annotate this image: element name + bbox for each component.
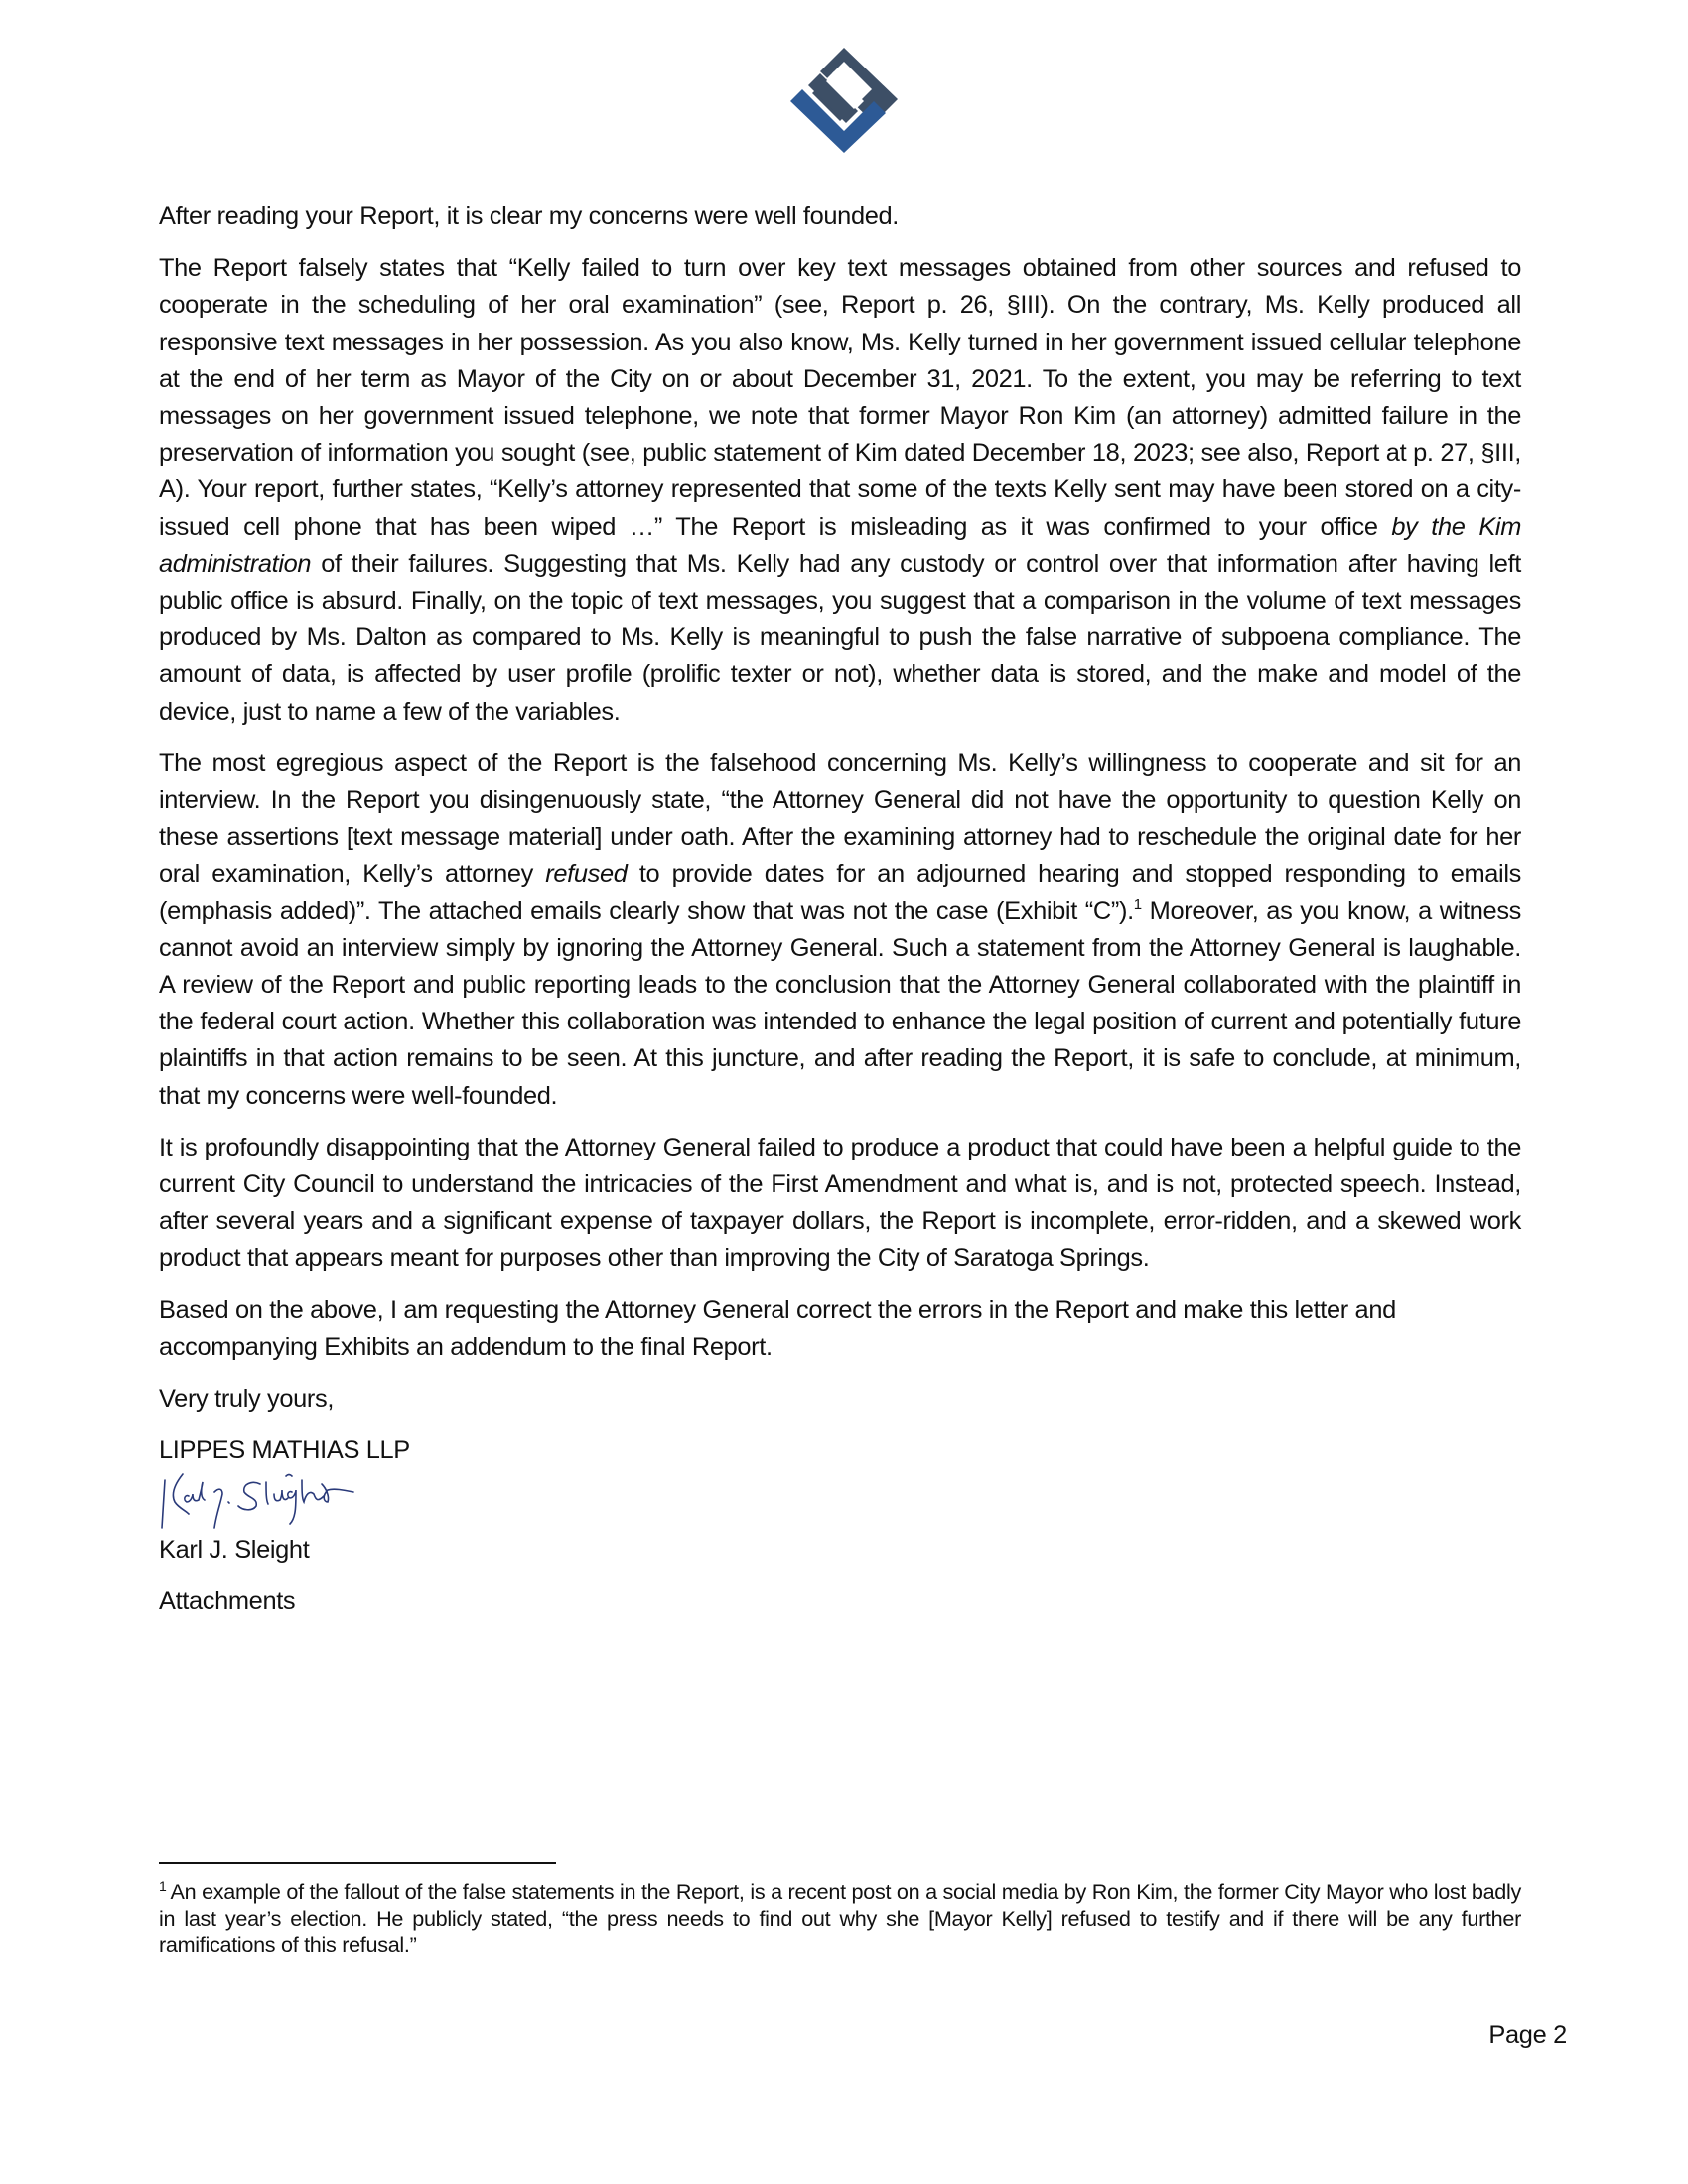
paragraph-text: to provide dates for an adjourned hearing and stopped responding to emails (emphasis added)”. The attached emails clearly show that was not the case (Exhibit “C”). (159, 860, 1521, 925)
footnote-text: An example of the fallout of the false statements in the Report, is a recent post on a social media by Ron Kim, the former City Mayor who lost badly in last year’s election. He publicly stated, “the press needs to find out why she [Mayor Kelly] refused to testify and if there will be any further ramifications of this refusal.” (159, 1879, 1521, 1958)
signer-name: Karl J. Sleight (159, 1535, 310, 1564)
footnote-reference[interactable]: 1 (1133, 895, 1142, 913)
paragraph-disappointing: It is profoundly disappointing that the Attorney General failed to produce a product that could have been a helpful guide to the current City Council to understand the intricacies of the First Amendment and what is, and is not, protected speech. Instead, after several years and a significant expense of taxpayer dollars, the Report is incomplete, error-ridden, and a skewed work product that appears meant for purposes other than improving the City of Saratoga Springs. (159, 1133, 1521, 1273)
page-number: Page 2 (1488, 2021, 1567, 2049)
signature-block (159, 1381, 1521, 1620)
paragraph-text: The most egregious aspect of the Report is the falsehood concerning Ms. Kelly’s willingness to cooperate and sit for an interview. In the Report you disingenuously state, “the Attorney General did not have the opportunity to question Kelly on these assertions [text message material] under oath. After the examining attorney had to reschedule the original date for her oral examination, Kelly’s attorney (159, 749, 1521, 888)
handwritten-signature-icon (159, 1470, 1521, 1532)
footnote-number: 1 (159, 1878, 167, 1894)
firm-name: LIPPES MATHIAS LLP (159, 1436, 410, 1465)
firm-logo-icon (786, 44, 902, 155)
paragraph-text: The Report falsely states that “Kelly failed to turn over key text messages obtained from other sources and refused to cooperate in the scheduling of her oral examination” (see, Report p. 26, §III). On the contrary, Ms. Kelly produced all responsive text messages in her possession. As you also know, Ms. Kelly turned in her government issued cellular telephone at the end of her term as Mayor of the City on or about December 31, 2021. To the extent, you may be referring to text messages on her government issued telephone, we note that former Mayor Ron Kim (an attorney) admitted failure in the preservation of information you sought (see, public statement of Kim dated December 18, 2023; see also, Report at p. 27, §III, A). Your report, further states, “Kelly’s attorney represented that some of the texts Kelly sent may have been stored on a city-issued cell phone that has been wiped …” The Report is misleading as it was confirmed to your office (159, 254, 1521, 541)
enclosure-notation: Attachments (159, 1586, 296, 1615)
paragraph-text: Moreover, as you know, a witness cannot avoid an interview simply by ignoring the Attorney General. Such a statement from the Attorney General is laughable. A review of the Report and public reporting leads to the conclusion that the Attorney General collaborated with the plaintiff in the federal court action. Whether this collaboration was intended to enhance the legal position of current and potentially future plaintiffs in that action remains to be seen. At this juncture, and after reading the Report, it is safe to conclude, at minimum, that my concerns were well-founded. (159, 896, 1522, 1110)
letter-body (159, 199, 1521, 1620)
footnote-separator (159, 1862, 556, 1864)
paragraph-interview (159, 746, 1521, 1115)
emphasis-text: by the Kim administration (159, 512, 1521, 578)
closing-salutation: Very truly yours, (159, 1385, 335, 1414)
paragraph-request: Based on the above, I am requesting the Attorney General correct the errors in the Report and make this letter and accompanying Exhibits an addendum to the final Report. (159, 1296, 1396, 1361)
emphasis-text: refused (545, 860, 628, 888)
paragraph-text: of their failures. Suggesting that Ms. Kelly had any custody or control over that information after having left public office is absurd. Finally, on the topic of text messages, you suggest that a comparison in the volume of text messages produced by Ms. Dalton as compared to Ms. Kelly is meaningful to push the false narrative of subpoena compliance. The amount of data, is affected by user profile (prolific texter or not), whether data is stored, and the make and model of the device, just to name a few of the variables. (159, 549, 1521, 726)
paragraph-opening: After reading your Report, it is clear my concerns were well founded. (159, 203, 899, 230)
footnote-1 (159, 1879, 1521, 1959)
paragraph-text-messages (159, 250, 1521, 731)
